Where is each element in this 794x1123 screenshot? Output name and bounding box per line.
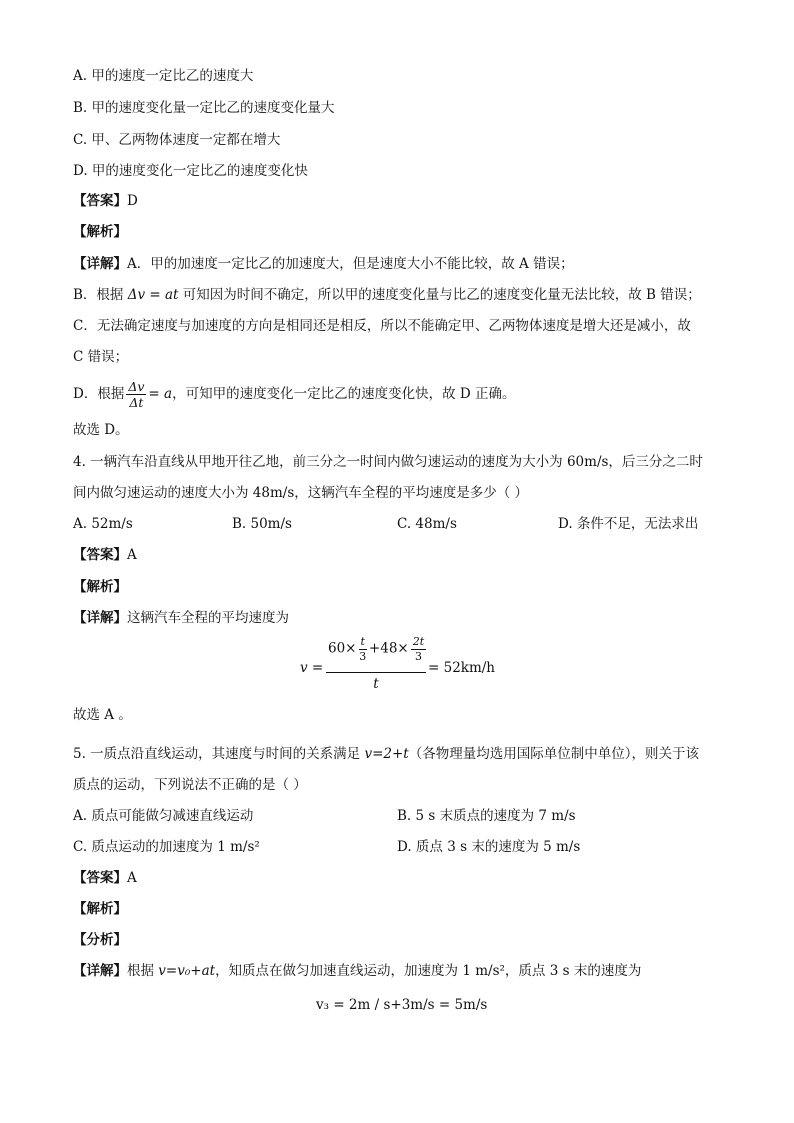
equation-lhs: v =: [300, 660, 324, 676]
equation-rhs: = 52km/h: [428, 660, 496, 676]
q3-option-b: B. 甲的速度变化量一定比乙的速度变化量大: [73, 100, 335, 116]
q3-option-c: C. 甲、乙两物体速度一定都在增大: [73, 132, 281, 148]
equation-denominator: t: [373, 676, 379, 692]
q4-analysis-tag: 【解析】: [73, 579, 127, 595]
q4-option-c: C. 48m/s: [397, 516, 457, 532]
q5-answer: 【答案】A: [73, 870, 137, 886]
fraction-bar: [326, 672, 426, 673]
equation-numerator: 60× $\frac{t}{3}$ +48× $\frac{2t}{3}$: [328, 635, 425, 663]
q4-stem-line2: 间内做匀速运动的速度大小为 48m/s，这辆汽车全程的平均速度是多少（ ）: [73, 485, 529, 501]
q5-analysis-tag: 【解析】: [73, 901, 127, 917]
q5-stem-line1: 5. 一质点沿直线运动，其速度与时间的关系满足 v=2+t（各物理量均选用国际单位制中单位），则关于该: [73, 746, 699, 762]
q4-detail: 【详解】这辆汽车全程的平均速度为: [73, 610, 289, 626]
answer-value: D: [127, 193, 138, 209]
q3-answer: [73, 192, 138, 210]
q3-detail-c-line1: C．无法确定速度与加速度的方向是相同还是相反，所以不能确定甲、乙两物体速度是增大还是减小，故: [73, 318, 691, 334]
formula: Δv = at: [127, 287, 179, 303]
q4-option-a: A. 52m/s: [73, 516, 133, 532]
q5-fenxi-tag: 【分析】: [73, 932, 127, 948]
q5-stem-line2: 质点的运动，下列说法不正确的是（ ）: [73, 777, 307, 793]
answer-tag: 【答案】: [73, 193, 127, 209]
detail-tag: 【详解】: [73, 256, 127, 272]
fraction: $\frac{\Delta v}{\Delta t}$: [128, 378, 145, 410]
q4-stem-line1: 4. 一辆汽车沿直线从甲地开往乙地，前三分之一时间内做匀速运动的速度为大小为 60m/s，后三分之二时: [73, 454, 703, 470]
q3-detail-c-line2: C 错误；: [73, 349, 129, 365]
q5-option-a: A. 质点可能做匀减速直线运动: [73, 808, 254, 824]
q5-option-b: B. 5 s 末质点的速度为 7 m/s: [397, 808, 576, 824]
q3-conclusion: 故选 D。: [73, 422, 129, 438]
q3-option-d: D. 甲的速度变化一定比乙的速度变化快: [73, 163, 308, 179]
q4-option-d: D. 条件不足，无法求出: [558, 516, 699, 532]
q3-detail-d: D．根据 $\frac{\Delta v}{\Delta t}$ = a，可知甲的速度变化一定比乙的速度变化快，故 D 正确。: [73, 378, 516, 410]
q3-detail-b: B．根据 Δv = at 可知因为时间不确定，所以甲的速度变化量与比乙的速度变化量无法比较，故 B 错误；: [73, 287, 701, 303]
q3-option-a: A. 甲的速度一定比乙的速度大: [73, 68, 254, 84]
q4-equation: [300, 636, 500, 698]
q5-option-d: D. 质点 3 s 末的速度为 5 m/s: [397, 839, 581, 855]
q4-option-b: B. 50m/s: [232, 516, 292, 532]
q5-detail: 【详解】根据 v=v₀+at，知质点在做匀加速直线运动，加速度为 1 m/s²，质点 3 s 末的速度为: [73, 963, 642, 979]
q3-analysis-tag: 【解析】: [73, 224, 127, 240]
q5-equation: v₃ = 2m / s+3m/s = 5m/s: [316, 997, 488, 1013]
q3-detail-a: [73, 255, 574, 273]
q5-option-c: C. 质点运动的加速度为 1 m/s²: [73, 839, 260, 855]
detail-text: A．甲的加速度一定比乙的加速度大，但是速度大小不能比较，故 A 错误；: [127, 256, 574, 272]
q4-answer: 【答案】A: [73, 547, 137, 563]
q4-conclusion: 故选 A 。: [73, 707, 132, 723]
